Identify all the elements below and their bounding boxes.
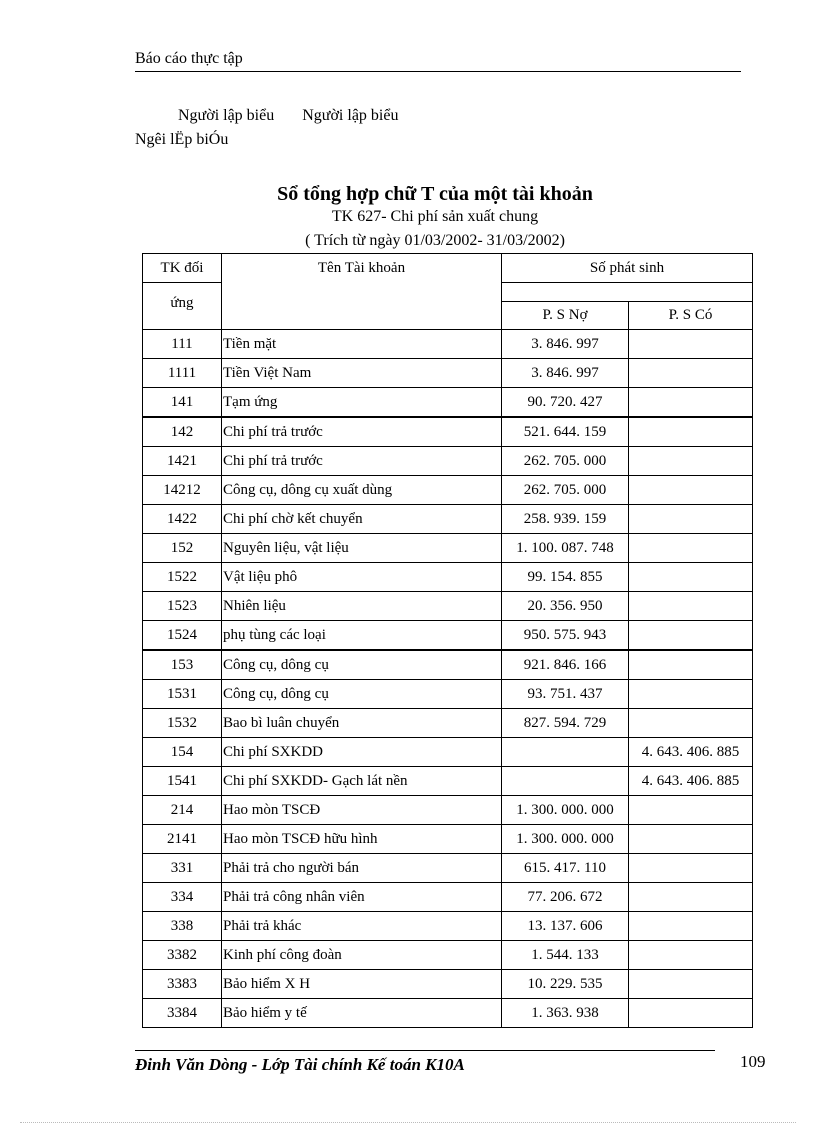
ledger-table	[142, 253, 753, 1028]
account-name-cell: Công cụ, dông cụ	[222, 680, 502, 709]
report-header-title: Báo cáo thực tập	[135, 50, 243, 67]
credit-amount-cell	[629, 621, 753, 651]
table-row	[143, 330, 753, 359]
header-arising-cell: Số phát sinh	[502, 254, 753, 283]
credit-amount-cell	[629, 912, 753, 941]
footer-divider	[135, 1050, 715, 1051]
account-code-cell: 331	[143, 854, 222, 883]
account-code-cell: 1522	[143, 563, 222, 592]
account-code-cell: 1532	[143, 709, 222, 738]
credit-amount-cell	[629, 825, 753, 854]
account-name-cell: Bảo hiểm X H	[222, 970, 502, 999]
account-code-cell: 1531	[143, 680, 222, 709]
debit-amount-cell	[502, 767, 629, 796]
account-code-cell: 1524	[143, 621, 222, 651]
account-name-cell: Kinh phí công đoàn	[222, 941, 502, 970]
account-code-cell: 338	[143, 912, 222, 941]
signer-label: Người lập biểu	[178, 107, 275, 124]
credit-amount-cell	[629, 563, 753, 592]
debit-amount-cell: 921. 846. 166	[502, 650, 629, 680]
table-row	[143, 854, 753, 883]
credit-amount-cell	[629, 447, 753, 476]
garbled-signer-text: Ngêi lËp biÓu	[135, 131, 229, 148]
debit-amount-cell: 90. 720. 427	[502, 388, 629, 418]
credit-amount-cell	[629, 388, 753, 418]
debit-amount-cell: 10. 229. 535	[502, 970, 629, 999]
account-name-cell: Nhiên liệu	[222, 592, 502, 621]
credit-amount-cell	[629, 330, 753, 359]
table-row	[143, 359, 753, 388]
credit-amount-cell	[629, 970, 753, 999]
debit-amount-cell: 13. 137. 606	[502, 912, 629, 941]
debit-amount-cell: 1. 363. 938	[502, 999, 629, 1028]
signers-line	[178, 107, 422, 125]
debit-amount-cell: 258. 939. 159	[502, 505, 629, 534]
debit-amount-cell: 99. 154. 855	[502, 563, 629, 592]
credit-amount-cell	[629, 709, 753, 738]
table-row	[143, 534, 753, 563]
account-code-cell: 14212	[143, 476, 222, 505]
debit-amount-cell: 950. 575. 943	[502, 621, 629, 651]
header-divider	[135, 71, 741, 72]
table-row	[143, 738, 753, 767]
table-row	[143, 767, 753, 796]
header-account-cell-2: ứng	[143, 283, 222, 330]
header-debit-cell: P. S Nợ	[502, 302, 629, 330]
table-row	[143, 825, 753, 854]
account-name-cell: Phải trả khác	[222, 912, 502, 941]
header-name-cell	[222, 254, 502, 330]
debit-amount-cell: 1. 544. 133	[502, 941, 629, 970]
header-spacer-cell	[502, 283, 753, 302]
account-code-cell: 1421	[143, 447, 222, 476]
debit-amount-cell: 1. 300. 000. 000	[502, 825, 629, 854]
table-row	[143, 999, 753, 1028]
account-name-cell: Hao mòn TSCĐ	[222, 796, 502, 825]
account-name-cell: Công cụ, dông cụ xuất dùng	[222, 476, 502, 505]
table-row	[143, 912, 753, 941]
footer-author: Đinh Văn Dòng - Lớp Tài chính Kế toán K10A	[135, 1055, 465, 1074]
table-row	[143, 447, 753, 476]
credit-amount-cell	[629, 417, 753, 447]
document-subtitle: TK 627- Chi phí sản xuất chung	[331, 208, 539, 225]
account-code-cell: 141	[143, 388, 222, 418]
credit-amount-cell	[629, 650, 753, 680]
table-row	[143, 388, 753, 418]
table-row	[143, 941, 753, 970]
account-name-cell: Công cụ, dông cụ	[222, 650, 502, 680]
credit-amount-cell	[629, 680, 753, 709]
document-period: ( Trích từ ngày 01/03/2002- 31/03/2002)	[305, 232, 565, 249]
table-row	[143, 883, 753, 912]
debit-amount-cell: 77. 206. 672	[502, 883, 629, 912]
table-header-row	[143, 254, 753, 283]
credit-amount-cell	[629, 476, 753, 505]
debit-amount-cell: 521. 644. 159	[502, 417, 629, 447]
account-code-cell: 142	[143, 417, 222, 447]
debit-amount-cell: 827. 594. 729	[502, 709, 629, 738]
account-code-cell: 1422	[143, 505, 222, 534]
debit-amount-cell: 3. 846. 997	[502, 359, 629, 388]
account-code-cell: 1541	[143, 767, 222, 796]
debit-amount-cell: 1. 100. 087. 748	[502, 534, 629, 563]
table-row	[143, 505, 753, 534]
credit-amount-cell	[629, 999, 753, 1028]
account-name-cell: Vật liệu phô	[222, 563, 502, 592]
credit-amount-cell	[629, 505, 753, 534]
account-name-cell: Phải trả công nhân viên	[222, 883, 502, 912]
account-code-cell: 3384	[143, 999, 222, 1028]
account-name-cell: Chi phí SXKDD- Gạch lát nền	[222, 767, 502, 796]
account-name-cell: Chi phí SXKDD	[222, 738, 502, 767]
debit-amount-cell: 1. 300. 000. 000	[502, 796, 629, 825]
debit-amount-cell: 262. 705. 000	[502, 447, 629, 476]
debit-amount-cell	[502, 738, 629, 767]
debit-amount-cell: 93. 751. 437	[502, 680, 629, 709]
account-code-cell: 1523	[143, 592, 222, 621]
account-code-cell: 111	[143, 330, 222, 359]
account-code-cell: 2141	[143, 825, 222, 854]
header-account-cell: TK đối	[143, 254, 222, 283]
account-name-cell: phụ tùng các loại	[222, 621, 502, 651]
debit-amount-cell: 3. 846. 997	[502, 330, 629, 359]
account-code-cell: 334	[143, 883, 222, 912]
credit-amount-cell	[629, 359, 753, 388]
account-name-cell: Chi phí trả trước	[222, 417, 502, 447]
account-name-cell: Tạm ứng	[222, 388, 502, 418]
table-row	[143, 476, 753, 505]
header-name-label: Tên Tài khoản	[317, 260, 406, 276]
table-row	[143, 417, 753, 447]
page-number: 109	[740, 1052, 766, 1071]
credit-amount-cell: 4. 643. 406. 885	[629, 767, 753, 796]
table-row	[143, 563, 753, 592]
document-title: Sổ tổng hợp chữ T của một tài khoản	[277, 183, 593, 205]
account-code-cell: 3382	[143, 941, 222, 970]
table-row	[143, 970, 753, 999]
credit-amount-cell	[629, 941, 753, 970]
debit-amount-cell: 262. 705. 000	[502, 476, 629, 505]
account-code-cell: 3383	[143, 970, 222, 999]
table-row	[143, 621, 753, 651]
credit-amount-cell	[629, 883, 753, 912]
account-name-cell: Hao mòn TSCĐ hữu hình	[222, 825, 502, 854]
debit-amount-cell: 20. 356. 950	[502, 592, 629, 621]
credit-amount-cell	[629, 796, 753, 825]
account-name-cell: Chi phí trả trước	[222, 447, 502, 476]
credit-amount-cell: 4. 643. 406. 885	[629, 738, 753, 767]
credit-amount-cell	[629, 854, 753, 883]
table-row	[143, 592, 753, 621]
account-code-cell: 152	[143, 534, 222, 563]
debit-amount-cell: 615. 417. 110	[502, 854, 629, 883]
table-row	[143, 680, 753, 709]
account-code-cell: 214	[143, 796, 222, 825]
account-name-cell: Bao bì luân chuyển	[222, 709, 502, 738]
header-credit-cell: P. S Có	[629, 302, 753, 330]
table-row	[143, 796, 753, 825]
table-row	[143, 709, 753, 738]
account-name-cell: Bảo hiểm y tế	[222, 999, 502, 1028]
credit-amount-cell	[629, 592, 753, 621]
account-name-cell: Nguyên liệu, vật liệu	[222, 534, 502, 563]
account-code-cell: 1111	[143, 359, 222, 388]
credit-amount-cell	[629, 534, 753, 563]
account-name-cell: Tiền Việt Nam	[222, 359, 502, 388]
signer-label: Người lập biểu	[302, 107, 399, 124]
account-name-cell: Chi phí chờ kết chuyển	[222, 505, 502, 534]
account-code-cell: 154	[143, 738, 222, 767]
account-name-cell: Tiền mặt	[222, 330, 502, 359]
account-code-cell: 153	[143, 650, 222, 680]
account-name-cell: Phải trả cho người bán	[222, 854, 502, 883]
table-row	[143, 650, 753, 680]
